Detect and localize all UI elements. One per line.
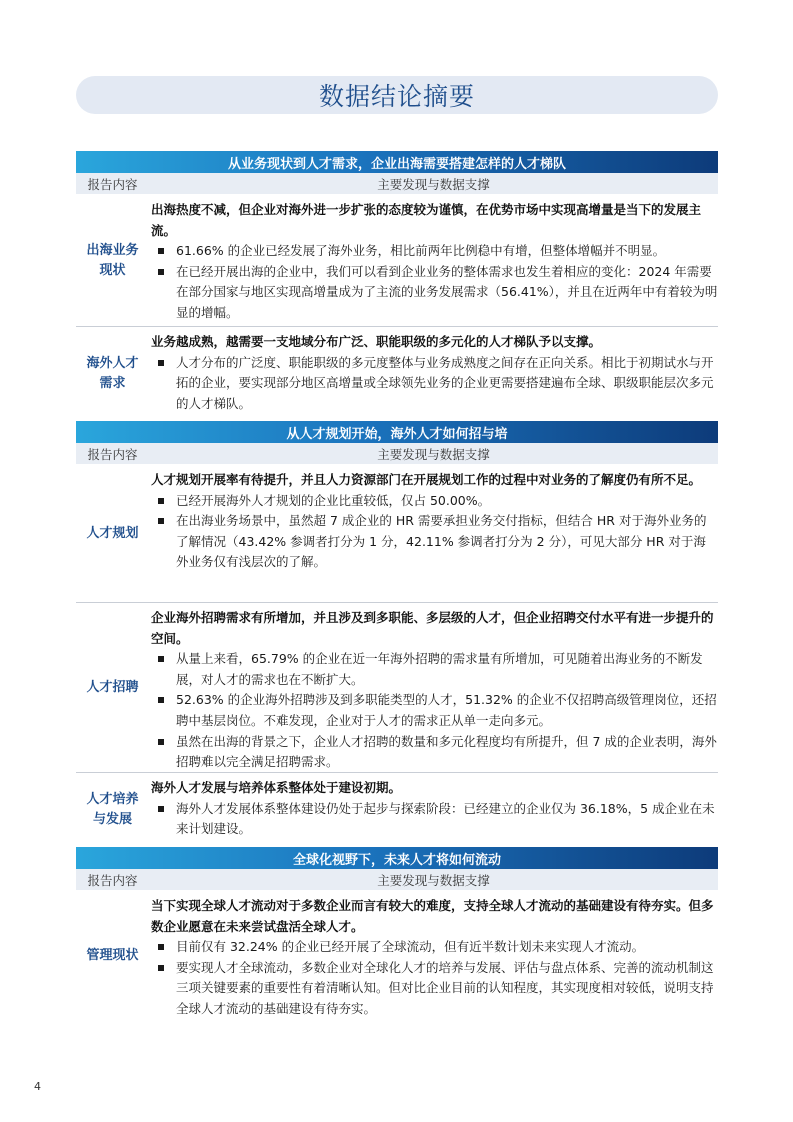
row-lead: 企业海外招聘需求有所增加，并且涉及到多职能、多层级的人才，但企业招聘交付水平有进一步提升的空间。 bbox=[151, 610, 714, 646]
bullet-list bbox=[151, 491, 718, 573]
list-item-text: 人才分布的广泛度、职能职级的多元度整体与业务成熟度之间存在正向关系。相比于初期试水与开拓的企业，要实现部分地区高增量或全球领先业务的企业更需要搭建遍布全球、职级职能层次多元的人才梯队。 bbox=[176, 354, 714, 411]
column-header-findings: 主要发现与数据支撑 bbox=[377, 176, 490, 192]
list-item-text: 61.66% 的企业已经发展了海外业务，相比前两年比例稳中有增，但整体增幅并不明显。 bbox=[176, 243, 666, 259]
list-item bbox=[151, 937, 718, 958]
bullet-list bbox=[151, 649, 718, 773]
list-item-text: 要实现人才全球流动，多数企业对全球化人才的培养与发展、评估与盘点体系、完善的流动机制这三项关键要素的重要性有着清晰认知。但对比企业目前的认知程度，其实现度相对较低，说明支持全球人才流动的基础建设有待夯实。 bbox=[176, 959, 714, 1016]
page-number: 4 bbox=[34, 1080, 41, 1093]
column-header-findings: 主要发现与数据支撑 bbox=[377, 872, 490, 888]
row-label: 人才规划 bbox=[86, 525, 139, 541]
row-body bbox=[149, 195, 718, 326]
bullet-list bbox=[151, 353, 718, 415]
square-bullet-icon bbox=[158, 656, 164, 662]
summary-table bbox=[76, 151, 718, 1021]
column-header-row bbox=[76, 869, 718, 891]
table-row bbox=[76, 195, 718, 327]
square-bullet-icon bbox=[158, 518, 164, 524]
square-bullet-icon bbox=[158, 944, 164, 950]
section-header: 从业务现状到人才需求，企业出海需要搭建怎样的人才梯队 bbox=[76, 151, 718, 173]
table-row bbox=[76, 327, 718, 421]
row-body bbox=[149, 773, 718, 847]
square-bullet-icon bbox=[158, 697, 164, 703]
section-talent-planning bbox=[76, 421, 718, 847]
list-item-text: 目前仅有 32.24% 的企业已经开展了全球流动，但有近半数计划未来实现人才流动。 bbox=[176, 939, 645, 955]
table-row bbox=[76, 773, 718, 847]
bullet-list bbox=[151, 799, 718, 840]
row-lead: 人才规划开展率有待提升，并且人力资源部门在开展规划工作的过程中对业务的了解度仍有所不足。 bbox=[151, 472, 702, 487]
row-label: 出海业务现状 bbox=[86, 242, 139, 278]
list-item bbox=[151, 649, 718, 690]
row-label: 海外人才需求 bbox=[86, 356, 139, 391]
row-body bbox=[149, 327, 718, 421]
section-header: 从人才规划开始，海外人才如何招与培 bbox=[76, 421, 718, 443]
square-bullet-icon bbox=[158, 965, 164, 971]
square-bullet-icon bbox=[158, 739, 164, 745]
row-label: 人才培养与发展 bbox=[86, 792, 139, 827]
column-header-findings: 主要发现与数据支撑 bbox=[377, 446, 490, 462]
row-lead: 当下实现全球人才流动对于多数企业而言有较大的难度，支持全球人才流动的基础建设有待夯实。但多数企业愿意在未来尝试盘活全球人才。 bbox=[151, 898, 714, 934]
column-header-content: 报告内容 bbox=[87, 872, 138, 888]
list-item bbox=[151, 491, 718, 512]
column-header-content: 报告内容 bbox=[87, 446, 138, 462]
square-bullet-icon bbox=[158, 269, 164, 275]
row-body bbox=[149, 465, 718, 602]
list-item-text: 已经开展海外人才规划的企业比重较低，仅占 50.00%。 bbox=[176, 492, 491, 508]
table-row bbox=[76, 465, 718, 603]
column-header-row bbox=[76, 443, 718, 465]
list-item-text: 在已经开展出海的企业中，我们可以看到企业业务的整体需求也发生着相应的变化：2024 年需要在部分国家与地区实现高增量成为了主流的业务发展需求（56.41%），并且在近两年中有着较为明显的增幅。 bbox=[176, 263, 718, 320]
table-row bbox=[76, 603, 718, 773]
page-title: 数据结论摘要 bbox=[318, 82, 475, 111]
square-bullet-icon bbox=[158, 806, 164, 812]
list-item bbox=[151, 732, 718, 773]
list-item-text: 在出海业务场景中，虽然超 7 成企业的 HR 需要承担业务交付指标，但结合 HR 对于海外业务的了解情况（43.42% 参调者打分为 1 分，42.11% 参调者打分为 2 分），可见大部分 HR 对于海外业务仅有浅层次的了解。 bbox=[176, 513, 707, 570]
row-body bbox=[149, 891, 718, 1021]
section-header: 全球化视野下，未来人才将如何流动 bbox=[76, 847, 718, 869]
list-item-text: 52.63% 的企业海外招聘涉及到多职能类型的人才，51.32% 的企业不仅招聘高级管理岗位，还招聘中基层岗位。不难发现，企业对于人才的需求正从单一走向多元。 bbox=[176, 692, 717, 728]
square-bullet-icon bbox=[158, 248, 164, 254]
section-business bbox=[76, 151, 718, 421]
row-label: 管理现状 bbox=[86, 948, 139, 963]
list-item-text: 海外人才发展体系整体建设仍处于起步与探索阶段：已经建立的企业仅为 36.18%，5 成企业在未来计划建设。 bbox=[176, 800, 715, 837]
row-lead: 出海热度不减，但企业对海外进一步扩张的态度较为谨慎，在优势市场中实现高增量是当下的发展主流。 bbox=[151, 202, 702, 238]
list-item bbox=[151, 262, 718, 324]
column-header-row bbox=[76, 173, 718, 195]
row-lead: 海外人才发展与培养体系整体处于建设初期。 bbox=[151, 780, 402, 795]
table-row bbox=[76, 891, 718, 1021]
list-item bbox=[151, 958, 718, 1020]
square-bullet-icon bbox=[158, 360, 164, 366]
list-item bbox=[151, 241, 718, 262]
bullet-list bbox=[151, 241, 718, 323]
title-banner bbox=[76, 76, 718, 114]
list-item bbox=[151, 799, 718, 840]
list-item bbox=[151, 353, 718, 415]
column-header-content: 报告内容 bbox=[87, 176, 138, 192]
section-global-mobility bbox=[76, 847, 718, 1021]
row-body bbox=[149, 603, 718, 772]
square-bullet-icon bbox=[158, 498, 164, 504]
row-label: 人才招聘 bbox=[86, 679, 139, 695]
row-lead: 业务越成熟，越需要一支地域分布广泛、职能职级的多元化的人才梯队予以支撑。 bbox=[151, 334, 602, 349]
bullet-list bbox=[151, 937, 718, 1019]
list-item-text: 从量上来看，65.79% 的企业在近一年海外招聘的需求量有所增加，可见随着出海业务的不断发展，对人才的需求也在不断扩大。 bbox=[176, 651, 703, 687]
list-item bbox=[151, 511, 718, 573]
list-item-text: 虽然在出海的背景之下，企业人才招聘的数量和多元化程度均有所提升，但 7 成的企业表明，海外招聘难以完全满足招聘需求。 bbox=[176, 733, 717, 770]
list-item bbox=[151, 690, 718, 731]
